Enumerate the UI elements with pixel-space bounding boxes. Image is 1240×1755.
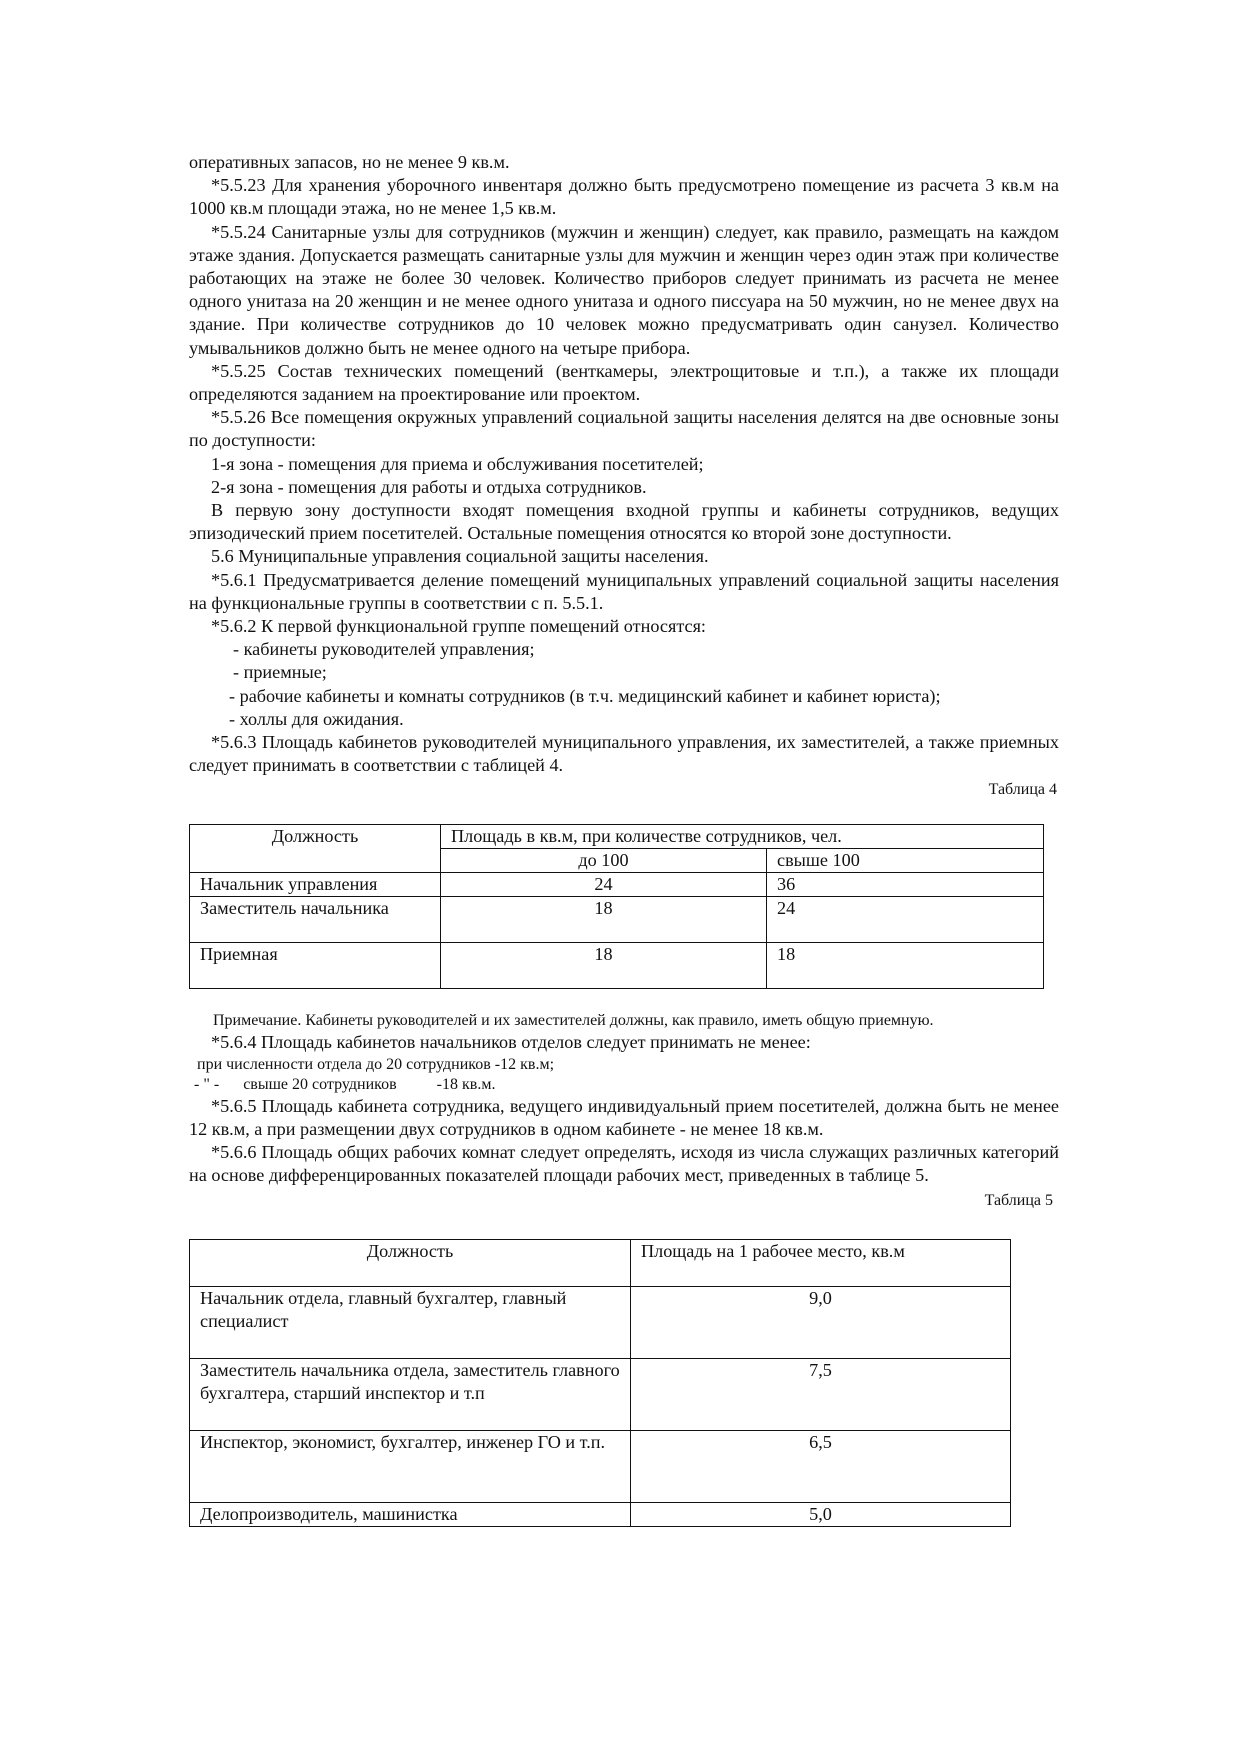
- paragraph-5-5-23: *5.5.23 Для хранения уборочного инвентаря должно быть предусмотрено помещение из расчета 3 кв.м на 1000 кв.м площади этажа, но не менее 1,5 кв.м.: [189, 175, 1059, 219]
- zone-2: 2-я зона - помещения для работы и отдыха сотрудников.: [211, 476, 647, 497]
- table-4-note: Примечание. Кабинеты руководителей и их заместителей должны, как правило, иметь общую приемную.: [213, 1012, 934, 1030]
- table-cell: 18: [441, 943, 767, 989]
- paragraph-5-6-5: *5.6.5 Площадь кабинета сотрудника, ведущего индивидуальный прием посетителей, должна быть не менее 12 кв.м, а при размещении двух сотрудников в одном кабинете - не менее 18 кв.м.: [189, 1095, 1059, 1139]
- table-header-area-per-place: Площадь на 1 рабочее место, кв.м: [631, 1239, 1011, 1286]
- table-cell: 9,0: [631, 1286, 1011, 1358]
- table-row: [190, 1358, 1011, 1430]
- paragraph-5-6-3: *5.6.3 Площадь кабинетов руководителей муниципального управления, их заместителей, а также приемных следует принимать в соответствии с таблицей 4.: [189, 732, 1059, 776]
- table-subheader-up-to-100: до 100: [441, 849, 767, 873]
- paragraph-5-5-24: *5.5.24 Санитарные узлы для сотрудников (мужчин и женщин) следует, как правило, размещать на каждом этаже здания. Допускается размещать санитарные узлы для мужчин и женщин через один этаж при количестве работающих на этаже не более 30 человек. Количество приборов следует принимать из расчета не менее одного унитаза на 20 женщин и не менее одного унитаза и одного писсуара на 50 мужчин, но не менее двух на здание. При количестве сотрудников до 10 человек можно предусматривать один санузел. Количество умывальников должно быть не менее одного на четыре прибора.: [189, 221, 1059, 358]
- paragraph-5-6-4-line-a: при численности отдела до 20 сотрудников -12 кв.м;: [197, 1055, 555, 1073]
- table-cell: Начальник управления: [190, 873, 441, 897]
- zone-1: 1-я зона - помещения для приема и обслуживания посетителей;: [211, 453, 704, 474]
- paragraph-5-6-4: *5.6.4 Площадь кабинетов начальников отделов следует принимать не менее:: [211, 1032, 811, 1053]
- paragraph-5-5-25: *5.5.25 Состав технических помещений (венткамеры, электрощитовые и т.п.), а также их площади определяются заданием на проектирование или проектом.: [189, 360, 1059, 405]
- table-cell: 18: [767, 943, 1044, 989]
- table-row: [190, 897, 1044, 943]
- section-5-6-title: 5.6 Муниципальные управления социальной защиты населения.: [211, 546, 709, 567]
- table-cell: 6,5: [631, 1430, 1011, 1502]
- list-item: - кабинеты руководителей управления;: [233, 639, 535, 660]
- table-cell: 24: [767, 897, 1044, 943]
- paragraph-5-5-26: *5.5.26 Все помещения окружных управлений социальной защиты населения делятся на две основные зоны по доступности:: [189, 407, 1059, 451]
- table-cell: Заместитель начальника отдела, заместитель главного бухгалтера, старший инспектор и т.п: [190, 1358, 631, 1430]
- table-4-caption: Таблица 4: [988, 781, 1057, 799]
- table-4: [189, 824, 1044, 989]
- paragraph-5-6-1: *5.6.1 Предусматривается деление помещений муниципальных управлений социальной защиты населения на функциональные группы в соответствии с п. 5.5.1.: [189, 569, 1059, 613]
- table-cell: Делопроизводитель, машинистка: [190, 1502, 631, 1526]
- paragraph-5-6-6: *5.6.6 Площадь общих рабочих комнат следует определять, исходя из числа служащих различных категорий на основе дифференцированных показателей площади рабочих мест, приведенных в таблице 5.: [189, 1142, 1059, 1186]
- table-row: [190, 1430, 1011, 1502]
- table-cell: 36: [767, 873, 1044, 897]
- table-row: [190, 1502, 1011, 1526]
- table-row: [190, 873, 1044, 897]
- list-item: - рабочие кабинеты и комнаты сотрудников (в т.ч. медицинский кабинет и кабинет юриста);: [229, 685, 941, 706]
- table-5: [189, 1239, 1011, 1527]
- table-cell: 5,0: [631, 1502, 1011, 1526]
- table-header-position: Должность: [190, 825, 441, 873]
- table-cell: Инспектор, экономист, бухгалтер, инженер ГО и т.п.: [190, 1430, 631, 1502]
- table-cell: Начальник отдела, главный бухгалтер, главный специалист: [190, 1286, 631, 1358]
- paragraph-5-6-2: *5.6.2 К первой функциональной группе помещений относятся:: [211, 616, 706, 637]
- table-cell: 24: [441, 873, 767, 897]
- paragraph: оперативных запасов, но не менее 9 кв.м.: [189, 152, 510, 172]
- table-header-area: Площадь в кв.м, при количестве сотрудников, чел.: [441, 825, 1044, 849]
- table-5-caption: Таблица 5: [984, 1191, 1053, 1209]
- paragraph-zones: В первую зону доступности входят помещения входной группы и кабинеты сотрудников, ведущих эпизодический прием посетителей. Остальные помещения относятся ко второй зоне доступности.: [189, 500, 1059, 544]
- paragraph-5-6-4-line-b: - " - свыше 20 сотрудников -18 кв.м.: [194, 1075, 496, 1093]
- list-item: - холлы для ожидания.: [229, 708, 404, 729]
- table-row: [190, 1286, 1011, 1358]
- table-cell: 18: [441, 897, 767, 943]
- list-item: - приемные;: [233, 662, 327, 683]
- table-cell: Заместитель начальника: [190, 897, 441, 943]
- table-header-position: Должность: [190, 1239, 631, 1286]
- table-cell: 7,5: [631, 1358, 1011, 1430]
- table-row: [190, 943, 1044, 989]
- table-cell: Приемная: [190, 943, 441, 989]
- table-subheader-over-100: свыше 100: [767, 849, 1044, 873]
- document-page: [189, 151, 1059, 1527]
